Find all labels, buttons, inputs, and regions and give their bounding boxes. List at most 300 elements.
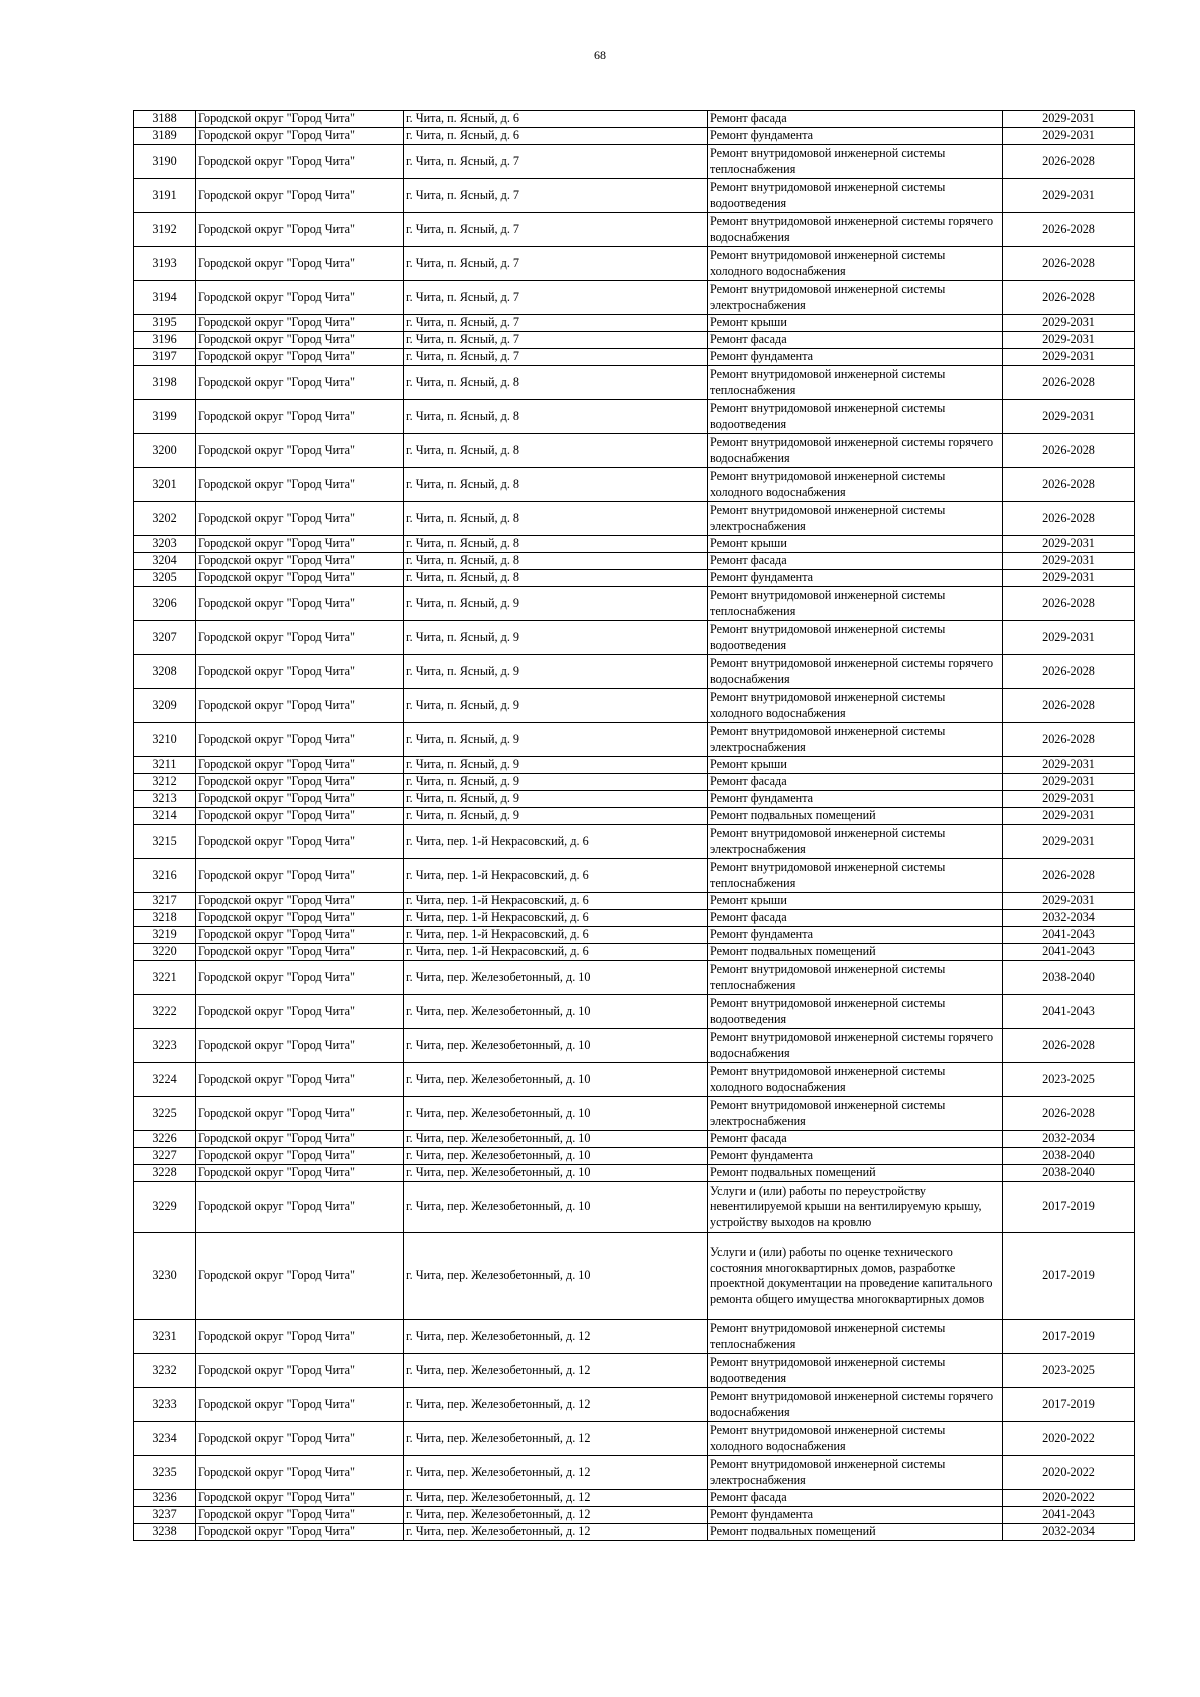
row-number-cell: 3188: [134, 111, 196, 128]
work-type-cell: Ремонт фасада: [708, 332, 1003, 349]
row-number-cell: 3218: [134, 910, 196, 927]
period-cell: 2029-2031: [1003, 111, 1135, 128]
table-row: [134, 1456, 1135, 1490]
table-row: [134, 145, 1135, 179]
work-type-cell: Ремонт внутридомовой инженерной системы электроснабжения: [708, 502, 1003, 536]
table-row: [134, 315, 1135, 332]
work-type-cell: Ремонт подвальных помещений: [708, 1165, 1003, 1182]
period-cell: 2029-2031: [1003, 893, 1135, 910]
period-cell: 2026-2028: [1003, 723, 1135, 757]
address-cell: г. Чита, пер. Железобетонный, д. 10: [404, 995, 708, 1029]
address-cell: г. Чита, п. Ясный, д. 8: [404, 553, 708, 570]
period-cell: 2029-2031: [1003, 757, 1135, 774]
period-cell: 2026-2028: [1003, 145, 1135, 179]
address-cell: г. Чита, п. Ясный, д. 6: [404, 128, 708, 145]
work-type-cell: Ремонт фасада: [708, 553, 1003, 570]
row-number-cell: 3232: [134, 1354, 196, 1388]
municipality-cell: Городской округ "Город Чита": [196, 1233, 404, 1320]
address-cell: г. Чита, п. Ясный, д. 9: [404, 621, 708, 655]
period-cell: 2020-2022: [1003, 1456, 1135, 1490]
work-type-cell: Ремонт фундамента: [708, 128, 1003, 145]
work-type-cell: Ремонт внутридомовой инженерной системы холодного водоснабжения: [708, 247, 1003, 281]
table-body: [134, 111, 1135, 1541]
table-row: [134, 213, 1135, 247]
municipality-cell: Городской округ "Город Чита": [196, 468, 404, 502]
work-type-cell: Ремонт крыши: [708, 315, 1003, 332]
row-number-cell: 3205: [134, 570, 196, 587]
period-cell: 2029-2031: [1003, 825, 1135, 859]
row-number-cell: 3217: [134, 893, 196, 910]
address-cell: г. Чита, п. Ясный, д. 8: [404, 468, 708, 502]
work-type-cell: Ремонт фундамента: [708, 1148, 1003, 1165]
address-cell: г. Чита, п. Ясный, д. 9: [404, 587, 708, 621]
work-type-cell: Ремонт внутридомовой инженерной системы теплоснабжения: [708, 587, 1003, 621]
row-number-cell: 3196: [134, 332, 196, 349]
municipality-cell: Городской округ "Город Чита": [196, 349, 404, 366]
row-number-cell: 3231: [134, 1320, 196, 1354]
work-type-cell: Ремонт внутридомовой инженерной системы холодного водоснабжения: [708, 1422, 1003, 1456]
period-cell: 2026-2028: [1003, 587, 1135, 621]
row-number-cell: 3206: [134, 587, 196, 621]
row-number-cell: 3198: [134, 366, 196, 400]
table-row: [134, 468, 1135, 502]
period-cell: 2041-2043: [1003, 995, 1135, 1029]
period-cell: 2020-2022: [1003, 1422, 1135, 1456]
work-type-cell: Ремонт фундамента: [708, 570, 1003, 587]
period-cell: 2029-2031: [1003, 570, 1135, 587]
row-number-cell: 3203: [134, 536, 196, 553]
municipality-cell: Городской округ "Город Чита": [196, 995, 404, 1029]
row-number-cell: 3238: [134, 1524, 196, 1541]
work-type-cell: Ремонт внутридомовой инженерной системы горячего водоснабжения: [708, 213, 1003, 247]
work-type-cell: Ремонт внутридомовой инженерной системы электроснабжения: [708, 1456, 1003, 1490]
address-cell: г. Чита, п. Ясный, д. 9: [404, 723, 708, 757]
table-row: [134, 893, 1135, 910]
work-type-cell: Ремонт внутридомовой инженерной системы электроснабжения: [708, 825, 1003, 859]
address-cell: г. Чита, п. Ясный, д. 8: [404, 434, 708, 468]
period-cell: 2026-2028: [1003, 281, 1135, 315]
work-type-cell: Ремонт фундамента: [708, 349, 1003, 366]
work-type-cell: Ремонт фасада: [708, 1131, 1003, 1148]
table-row: [134, 1029, 1135, 1063]
municipality-cell: Городской округ "Город Чита": [196, 893, 404, 910]
row-number-cell: 3228: [134, 1165, 196, 1182]
municipality-cell: Городской округ "Город Чита": [196, 247, 404, 281]
repair-schedule-table: [133, 110, 1135, 1541]
table-row: [134, 1388, 1135, 1422]
work-type-cell: Ремонт фасада: [708, 1490, 1003, 1507]
period-cell: 2026-2028: [1003, 655, 1135, 689]
address-cell: г. Чита, пер. Железобетонный, д. 10: [404, 1233, 708, 1320]
row-number-cell: 3230: [134, 1233, 196, 1320]
period-cell: 2041-2043: [1003, 1507, 1135, 1524]
work-type-cell: Ремонт внутридомовой инженерной системы холодного водоснабжения: [708, 468, 1003, 502]
municipality-cell: Городской округ "Город Чита": [196, 281, 404, 315]
table-row: [134, 910, 1135, 927]
table-row: [134, 621, 1135, 655]
work-type-cell: Ремонт внутридомовой инженерной системы электроснабжения: [708, 281, 1003, 315]
table-row: [134, 349, 1135, 366]
municipality-cell: Городской округ "Город Чита": [196, 553, 404, 570]
row-number-cell: 3226: [134, 1131, 196, 1148]
period-cell: 2026-2028: [1003, 247, 1135, 281]
work-type-cell: Ремонт внутридомовой инженерной системы теплоснабжения: [708, 961, 1003, 995]
table-row: [134, 179, 1135, 213]
table-row: [134, 791, 1135, 808]
address-cell: г. Чита, пер. 1-й Некрасовский, д. 6: [404, 825, 708, 859]
period-cell: 2026-2028: [1003, 502, 1135, 536]
row-number-cell: 3193: [134, 247, 196, 281]
table-row: [134, 1490, 1135, 1507]
row-number-cell: 3194: [134, 281, 196, 315]
period-cell: 2032-2034: [1003, 1524, 1135, 1541]
period-cell: 2029-2031: [1003, 808, 1135, 825]
address-cell: г. Чита, п. Ясный, д. 8: [404, 570, 708, 587]
period-cell: 2026-2028: [1003, 1097, 1135, 1131]
table-row: [134, 961, 1135, 995]
row-number-cell: 3202: [134, 502, 196, 536]
municipality-cell: Городской округ "Город Чита": [196, 213, 404, 247]
period-cell: 2029-2031: [1003, 536, 1135, 553]
address-cell: г. Чита, пер. Железобетонный, д. 10: [404, 1165, 708, 1182]
period-cell: 2026-2028: [1003, 213, 1135, 247]
work-type-cell: Ремонт подвальных помещений: [708, 944, 1003, 961]
row-number-cell: 3190: [134, 145, 196, 179]
table-row: [134, 1422, 1135, 1456]
address-cell: г. Чита, пер. Железобетонный, д. 12: [404, 1320, 708, 1354]
period-cell: 2041-2043: [1003, 944, 1135, 961]
table-row: [134, 1354, 1135, 1388]
municipality-cell: Городской округ "Город Чита": [196, 774, 404, 791]
municipality-cell: Городской округ "Город Чита": [196, 570, 404, 587]
row-number-cell: 3221: [134, 961, 196, 995]
period-cell: 2029-2031: [1003, 332, 1135, 349]
address-cell: г. Чита, пер. Железобетонный, д. 10: [404, 1097, 708, 1131]
period-cell: 2041-2043: [1003, 927, 1135, 944]
municipality-cell: Городской округ "Город Чита": [196, 502, 404, 536]
work-type-cell: Ремонт крыши: [708, 536, 1003, 553]
municipality-cell: Городской округ "Город Чита": [196, 1148, 404, 1165]
work-type-cell: Услуги и (или) работы по оценке технического состояния многоквартирных домов, разработке проектной документации на проведение капитального ремонта общего имущества многоквартирных домов: [708, 1233, 1003, 1320]
municipality-cell: Городской округ "Город Чита": [196, 1490, 404, 1507]
work-type-cell: Ремонт внутридомовой инженерной системы электроснабжения: [708, 723, 1003, 757]
period-cell: 2017-2019: [1003, 1233, 1135, 1320]
row-number-cell: 3197: [134, 349, 196, 366]
address-cell: г. Чита, п. Ясный, д. 7: [404, 247, 708, 281]
municipality-cell: Городской округ "Город Чита": [196, 910, 404, 927]
period-cell: 2023-2025: [1003, 1354, 1135, 1388]
period-cell: 2020-2022: [1003, 1490, 1135, 1507]
work-type-cell: Ремонт внутридомовой инженерной системы водоотведения: [708, 179, 1003, 213]
row-number-cell: 3215: [134, 825, 196, 859]
table-row: [134, 808, 1135, 825]
table-row: [134, 247, 1135, 281]
municipality-cell: Городской округ "Город Чита": [196, 1320, 404, 1354]
address-cell: г. Чита, п. Ясный, д. 7: [404, 349, 708, 366]
table-row: [134, 553, 1135, 570]
municipality-cell: Городской округ "Город Чита": [196, 791, 404, 808]
table-row: [134, 587, 1135, 621]
row-number-cell: 3208: [134, 655, 196, 689]
address-cell: г. Чита, пер. Железобетонный, д. 10: [404, 1063, 708, 1097]
address-cell: г. Чита, п. Ясный, д. 9: [404, 655, 708, 689]
address-cell: г. Чита, п. Ясный, д. 7: [404, 179, 708, 213]
address-cell: г. Чита, п. Ясный, д. 8: [404, 536, 708, 553]
period-cell: 2029-2031: [1003, 791, 1135, 808]
page-number: 68: [594, 48, 606, 62]
table-row: [134, 927, 1135, 944]
work-type-cell: Ремонт фундамента: [708, 927, 1003, 944]
row-number-cell: 3216: [134, 859, 196, 893]
address-cell: г. Чита, п. Ясный, д. 8: [404, 502, 708, 536]
row-number-cell: 3227: [134, 1148, 196, 1165]
municipality-cell: Городской округ "Город Чита": [196, 1029, 404, 1063]
table-row: [134, 689, 1135, 723]
period-cell: 2029-2031: [1003, 128, 1135, 145]
row-number-cell: 3189: [134, 128, 196, 145]
table-row: [134, 1182, 1135, 1233]
address-cell: г. Чита, п. Ясный, д. 9: [404, 774, 708, 791]
table-row: [134, 570, 1135, 587]
municipality-cell: Городской округ "Город Чита": [196, 332, 404, 349]
period-cell: 2017-2019: [1003, 1320, 1135, 1354]
municipality-cell: Городской округ "Город Чита": [196, 434, 404, 468]
municipality-cell: Городской округ "Город Чита": [196, 1354, 404, 1388]
address-cell: г. Чита, пер. Железобетонный, д. 12: [404, 1422, 708, 1456]
municipality-cell: Городской округ "Город Чита": [196, 1182, 404, 1233]
period-cell: 2038-2040: [1003, 1165, 1135, 1182]
address-cell: г. Чита, пер. Железобетонный, д. 12: [404, 1490, 708, 1507]
row-number-cell: 3236: [134, 1490, 196, 1507]
period-cell: 2029-2031: [1003, 553, 1135, 570]
municipality-cell: Городской округ "Город Чита": [196, 689, 404, 723]
row-number-cell: 3209: [134, 689, 196, 723]
municipality-cell: Городской округ "Город Чита": [196, 1524, 404, 1541]
table-row: [134, 128, 1135, 145]
row-number-cell: 3237: [134, 1507, 196, 1524]
work-type-cell: Ремонт фасада: [708, 910, 1003, 927]
row-number-cell: 3213: [134, 791, 196, 808]
table-row: [134, 332, 1135, 349]
municipality-cell: Городской округ "Город Чита": [196, 655, 404, 689]
period-cell: 2017-2019: [1003, 1388, 1135, 1422]
table-row: [134, 757, 1135, 774]
work-type-cell: Ремонт внутридомовой инженерной системы водоотведения: [708, 1354, 1003, 1388]
work-type-cell: Ремонт фасада: [708, 111, 1003, 128]
table-row: [134, 434, 1135, 468]
work-type-cell: Ремонт внутридомовой инженерной системы электроснабжения: [708, 1097, 1003, 1131]
work-type-cell: Ремонт внутридомовой инженерной системы теплоснабжения: [708, 366, 1003, 400]
work-type-cell: Ремонт внутридомовой инженерной системы теплоснабжения: [708, 145, 1003, 179]
work-type-cell: Ремонт внутридомовой инженерной системы горячего водоснабжения: [708, 1029, 1003, 1063]
municipality-cell: Городской округ "Город Чита": [196, 961, 404, 995]
table-row: [134, 502, 1135, 536]
address-cell: г. Чита, пер. 1-й Некрасовский, д. 6: [404, 859, 708, 893]
address-cell: г. Чита, пер. Железобетонный, д. 12: [404, 1388, 708, 1422]
address-cell: г. Чита, пер. Железобетонный, д. 12: [404, 1354, 708, 1388]
table-row: [134, 944, 1135, 961]
work-type-cell: Ремонт внутридомовой инженерной системы водоотведения: [708, 621, 1003, 655]
table-row: [134, 1233, 1135, 1320]
municipality-cell: Городской округ "Город Чита": [196, 723, 404, 757]
municipality-cell: Городской округ "Город Чита": [196, 587, 404, 621]
work-type-cell: Ремонт внутридомовой инженерной системы теплоснабжения: [708, 1320, 1003, 1354]
address-cell: г. Чита, пер. Железобетонный, д. 12: [404, 1524, 708, 1541]
municipality-cell: Городской округ "Город Чита": [196, 536, 404, 553]
table-row: [134, 536, 1135, 553]
address-cell: г. Чита, пер. 1-й Некрасовский, д. 6: [404, 893, 708, 910]
table-row: [134, 723, 1135, 757]
municipality-cell: Городской округ "Город Чита": [196, 944, 404, 961]
address-cell: г. Чита, п. Ясный, д. 9: [404, 808, 708, 825]
period-cell: 2017-2019: [1003, 1182, 1135, 1233]
row-number-cell: 3195: [134, 315, 196, 332]
period-cell: 2029-2031: [1003, 621, 1135, 655]
municipality-cell: Городской округ "Город Чита": [196, 111, 404, 128]
municipality-cell: Городской округ "Город Чита": [196, 825, 404, 859]
table-row: [134, 859, 1135, 893]
period-cell: 2038-2040: [1003, 1148, 1135, 1165]
row-number-cell: 3220: [134, 944, 196, 961]
address-cell: г. Чита, п. Ясный, д. 9: [404, 791, 708, 808]
period-cell: 2029-2031: [1003, 179, 1135, 213]
municipality-cell: Городской округ "Город Чита": [196, 1456, 404, 1490]
municipality-cell: Городской округ "Город Чита": [196, 1422, 404, 1456]
address-cell: г. Чита, п. Ясный, д. 8: [404, 400, 708, 434]
row-number-cell: 3210: [134, 723, 196, 757]
address-cell: г. Чита, пер. Железобетонный, д. 10: [404, 1182, 708, 1233]
municipality-cell: Городской округ "Город Чита": [196, 927, 404, 944]
address-cell: г. Чита, пер. 1-й Некрасовский, д. 6: [404, 910, 708, 927]
row-number-cell: 3223: [134, 1029, 196, 1063]
municipality-cell: Городской округ "Город Чита": [196, 859, 404, 893]
address-cell: г. Чита, п. Ясный, д. 9: [404, 757, 708, 774]
address-cell: г. Чита, п. Ясный, д. 7: [404, 145, 708, 179]
period-cell: 2032-2034: [1003, 1131, 1135, 1148]
table-row: [134, 655, 1135, 689]
table-row: [134, 111, 1135, 128]
table-row: [134, 1131, 1135, 1148]
municipality-cell: Городской округ "Город Чита": [196, 315, 404, 332]
municipality-cell: Городской округ "Город Чита": [196, 366, 404, 400]
row-number-cell: 3235: [134, 1456, 196, 1490]
work-type-cell: Ремонт внутридомовой инженерной системы холодного водоснабжения: [708, 1063, 1003, 1097]
row-number-cell: 3225: [134, 1097, 196, 1131]
period-cell: 2038-2040: [1003, 961, 1135, 995]
work-type-cell: Ремонт внутридомовой инженерной системы горячего водоснабжения: [708, 434, 1003, 468]
work-type-cell: Ремонт внутридомовой инженерной системы горячего водоснабжения: [708, 655, 1003, 689]
row-number-cell: 3212: [134, 774, 196, 791]
address-cell: г. Чита, п. Ясный, д. 7: [404, 332, 708, 349]
row-number-cell: 3192: [134, 213, 196, 247]
work-type-cell: Ремонт фундамента: [708, 791, 1003, 808]
row-number-cell: 3191: [134, 179, 196, 213]
address-cell: г. Чита, пер. 1-й Некрасовский, д. 6: [404, 927, 708, 944]
period-cell: 2029-2031: [1003, 774, 1135, 791]
row-number-cell: 3201: [134, 468, 196, 502]
period-cell: 2029-2031: [1003, 315, 1135, 332]
municipality-cell: Городской округ "Город Чита": [196, 1131, 404, 1148]
period-cell: 2026-2028: [1003, 859, 1135, 893]
table-row: [134, 1165, 1135, 1182]
address-cell: г. Чита, п. Ясный, д. 6: [404, 111, 708, 128]
table-row: [134, 1063, 1135, 1097]
municipality-cell: Городской округ "Город Чита": [196, 757, 404, 774]
table-row: [134, 281, 1135, 315]
address-cell: г. Чита, пер. Железобетонный, д. 12: [404, 1456, 708, 1490]
work-type-cell: Ремонт крыши: [708, 893, 1003, 910]
work-type-cell: Ремонт фасада: [708, 774, 1003, 791]
period-cell: 2026-2028: [1003, 1029, 1135, 1063]
work-type-cell: Ремонт внутридомовой инженерной системы водоотведения: [708, 400, 1003, 434]
work-type-cell: Услуги и (или) работы по переустройству невентилируемой крыши на вентилируемую крышу, устройству выходов на кровлю: [708, 1182, 1003, 1233]
address-cell: г. Чита, пер. Железобетонный, д. 12: [404, 1507, 708, 1524]
address-cell: г. Чита, пер. Железобетонный, д. 10: [404, 961, 708, 995]
work-type-cell: Ремонт внутридомовой инженерной системы теплоснабжения: [708, 859, 1003, 893]
municipality-cell: Городской округ "Город Чита": [196, 179, 404, 213]
table-row: [134, 1507, 1135, 1524]
row-number-cell: 3207: [134, 621, 196, 655]
table-row: [134, 995, 1135, 1029]
work-type-cell: Ремонт внутридомовой инженерной системы водоотведения: [708, 995, 1003, 1029]
address-cell: г. Чита, п. Ясный, д. 7: [404, 281, 708, 315]
table-row: [134, 825, 1135, 859]
period-cell: 2032-2034: [1003, 910, 1135, 927]
table-row: [134, 774, 1135, 791]
period-cell: 2029-2031: [1003, 349, 1135, 366]
address-cell: г. Чита, п. Ясный, д. 8: [404, 366, 708, 400]
row-number-cell: 3211: [134, 757, 196, 774]
address-cell: г. Чита, п. Ясный, д. 7: [404, 315, 708, 332]
row-number-cell: 3219: [134, 927, 196, 944]
address-cell: г. Чита, пер. Железобетонный, д. 10: [404, 1029, 708, 1063]
table-row: [134, 400, 1135, 434]
period-cell: 2029-2031: [1003, 400, 1135, 434]
table-row: [134, 366, 1135, 400]
row-number-cell: 3229: [134, 1182, 196, 1233]
period-cell: 2026-2028: [1003, 468, 1135, 502]
municipality-cell: Городской округ "Город Чита": [196, 128, 404, 145]
period-cell: 2023-2025: [1003, 1063, 1135, 1097]
period-cell: 2026-2028: [1003, 366, 1135, 400]
municipality-cell: Городской округ "Город Чита": [196, 621, 404, 655]
address-cell: г. Чита, п. Ясный, д. 7: [404, 213, 708, 247]
table-row: [134, 1097, 1135, 1131]
work-type-cell: Ремонт внутридомовой инженерной системы холодного водоснабжения: [708, 689, 1003, 723]
work-type-cell: Ремонт крыши: [708, 757, 1003, 774]
work-type-cell: Ремонт фундамента: [708, 1507, 1003, 1524]
period-cell: 2026-2028: [1003, 689, 1135, 723]
row-number-cell: 3204: [134, 553, 196, 570]
municipality-cell: Городской округ "Город Чита": [196, 1165, 404, 1182]
row-number-cell: 3199: [134, 400, 196, 434]
municipality-cell: Городской округ "Город Чита": [196, 1063, 404, 1097]
row-number-cell: 3222: [134, 995, 196, 1029]
row-number-cell: 3200: [134, 434, 196, 468]
work-type-cell: Ремонт внутридомовой инженерной системы горячего водоснабжения: [708, 1388, 1003, 1422]
municipality-cell: Городской округ "Город Чита": [196, 400, 404, 434]
municipality-cell: Городской округ "Город Чита": [196, 808, 404, 825]
table-row: [134, 1524, 1135, 1541]
table-row: [134, 1148, 1135, 1165]
row-number-cell: 3234: [134, 1422, 196, 1456]
municipality-cell: Городской округ "Город Чита": [196, 145, 404, 179]
address-cell: г. Чита, п. Ясный, д. 9: [404, 689, 708, 723]
municipality-cell: Городской округ "Город Чита": [196, 1097, 404, 1131]
address-cell: г. Чита, пер. Железобетонный, д. 10: [404, 1148, 708, 1165]
work-type-cell: Ремонт подвальных помещений: [708, 808, 1003, 825]
address-cell: г. Чита, пер. 1-й Некрасовский, д. 6: [404, 944, 708, 961]
